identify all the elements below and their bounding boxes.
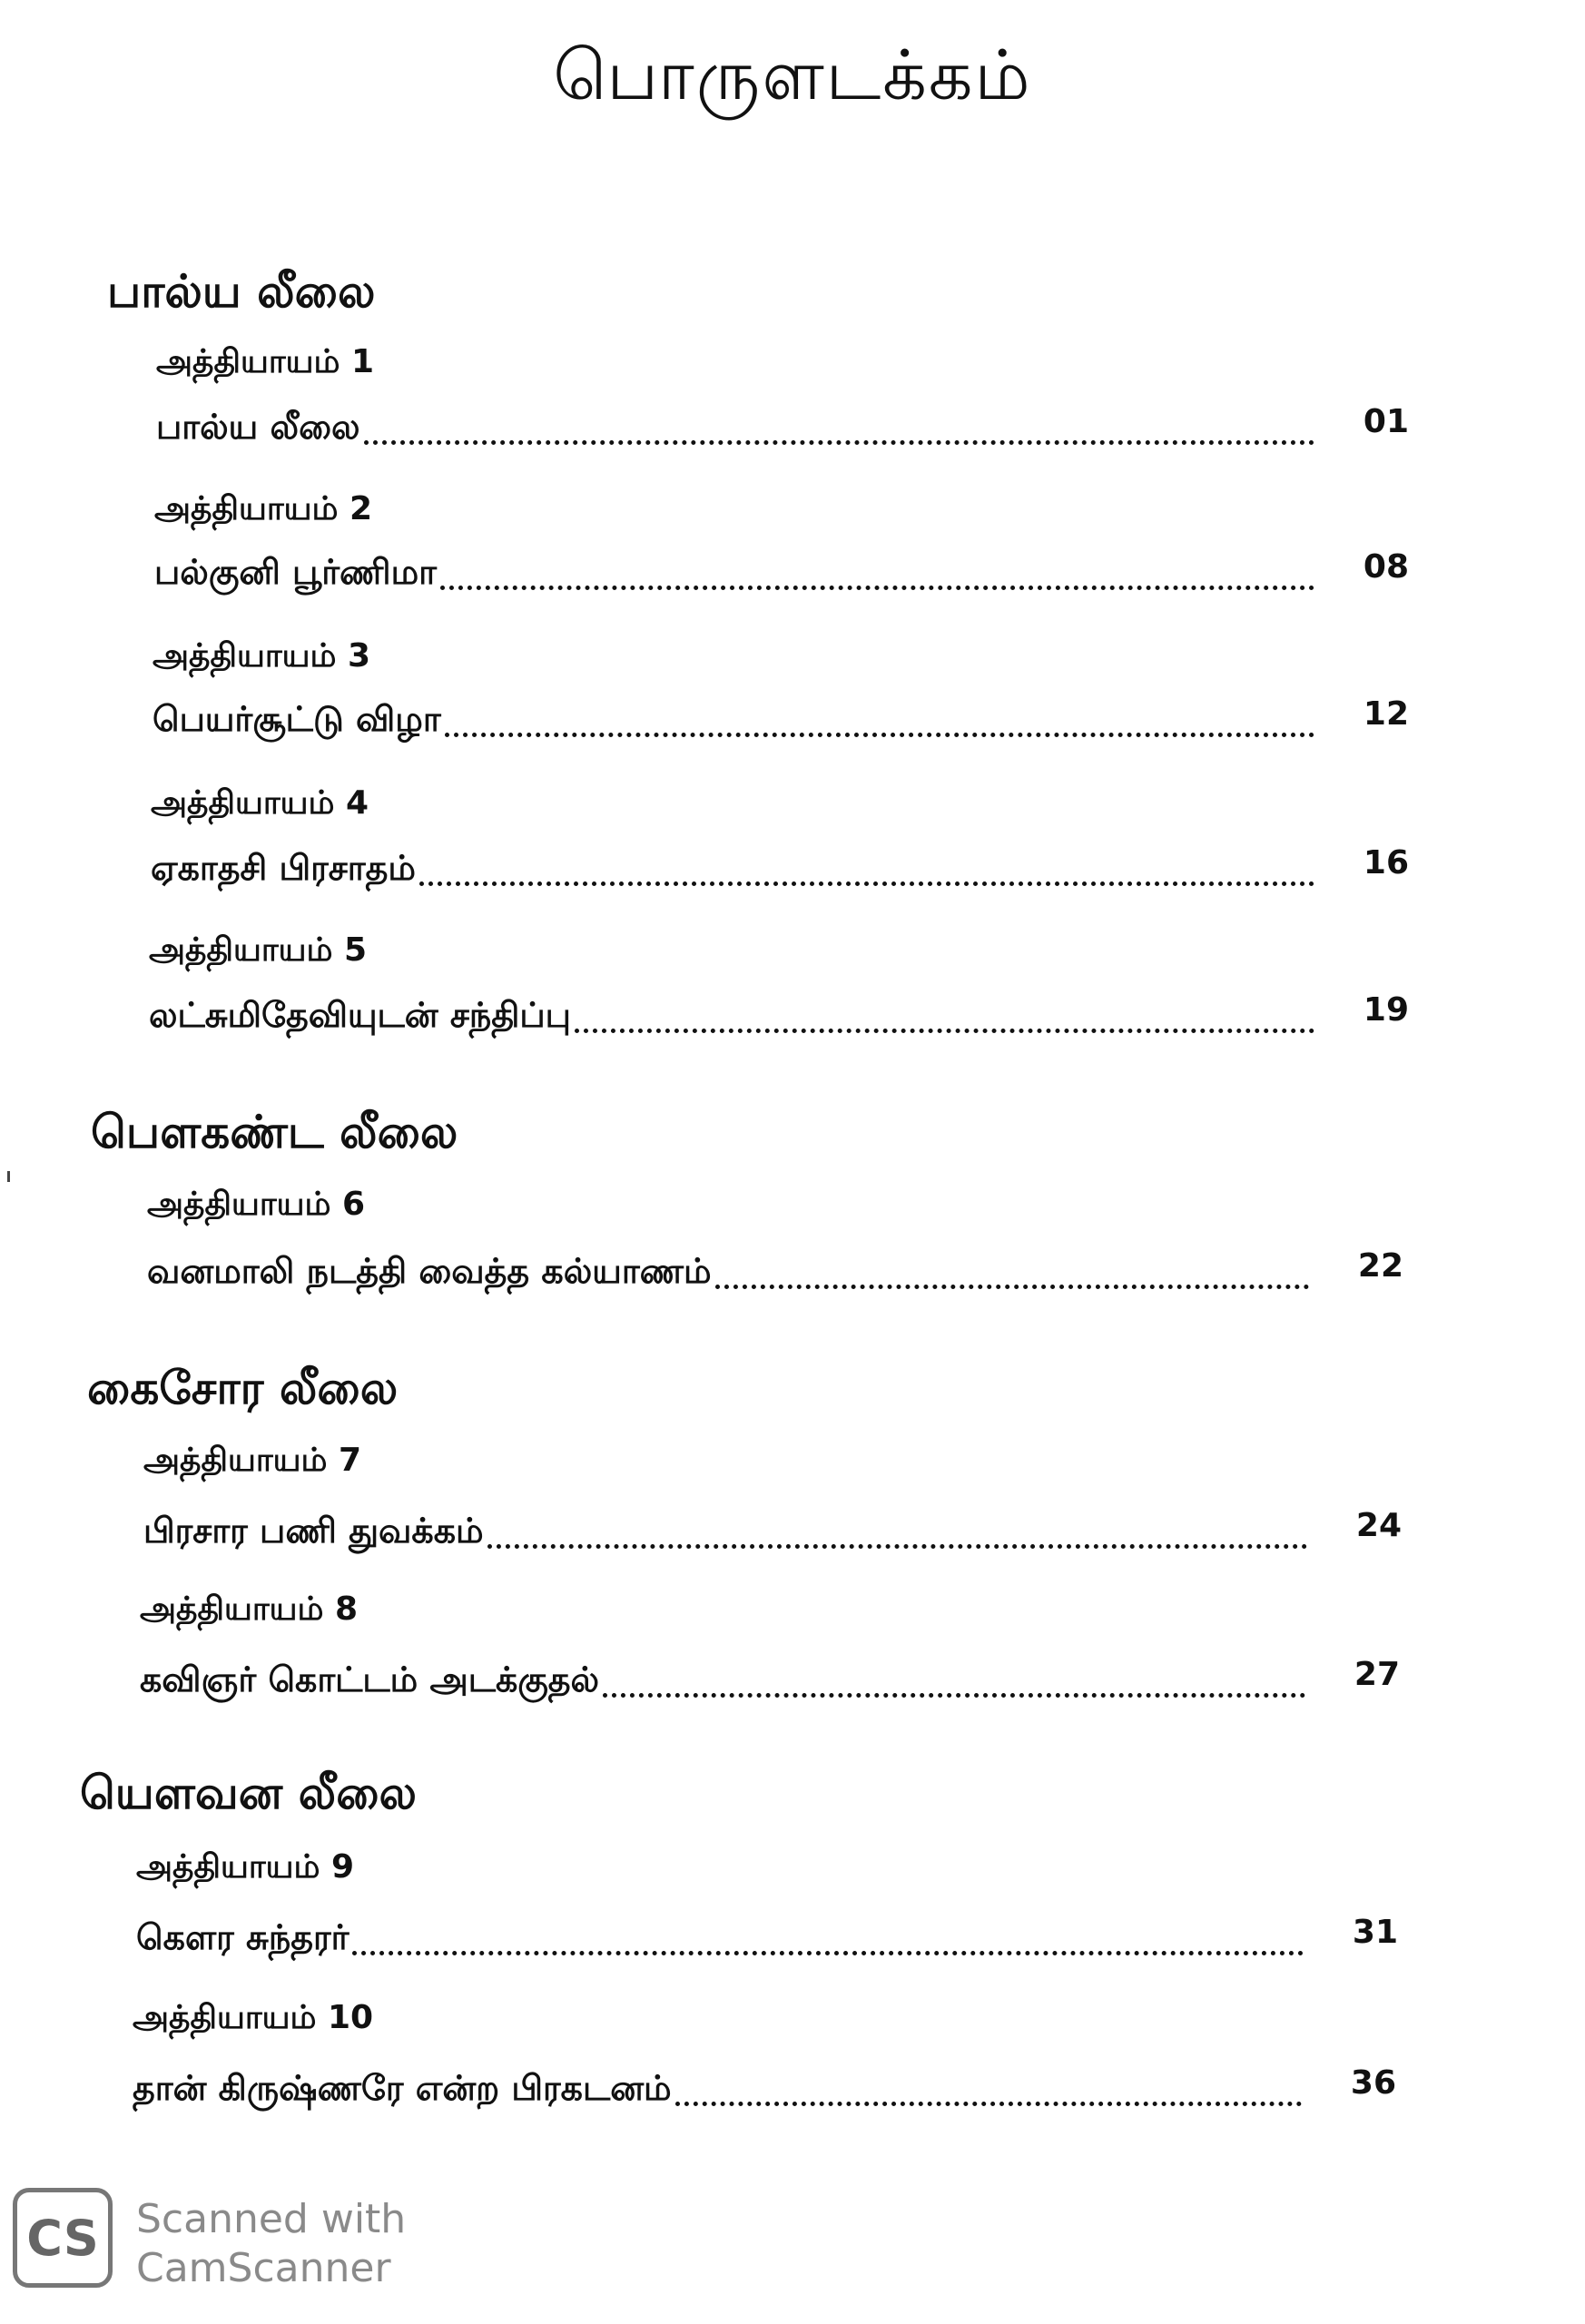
watermark-line-2: CamScanner [136, 2245, 391, 2291]
chapter-label-9: அத்தியாயம் 9 [136, 1848, 355, 1886]
page-number-6: 22 [1357, 1247, 1403, 1285]
dot-leader [575, 1028, 1314, 1033]
toc-entry-5[interactable] [149, 995, 1318, 1040]
toc-entry-6[interactable] [147, 1251, 1313, 1296]
camscanner-logo-icon: CS [13, 2188, 113, 2288]
page-number-8: 27 [1354, 1656, 1400, 1693]
page-number-1: 01 [1363, 403, 1409, 440]
page-title: பொருளடக்கம் [553, 34, 1032, 115]
chapter-title-5: லட்சுமிதேவியுடன் சந்திப்பு [149, 995, 571, 1035]
toc-entry-1[interactable] [156, 407, 1318, 452]
chapter-title-10: தான் கிருஷ்ணரே என்ற பிரகடனம் [133, 2068, 672, 2108]
chapter-title-2: பல்குனி பூர்ணிமா [154, 552, 437, 592]
section-heading-3: கைசோர லீலை [87, 1362, 399, 1414]
page-number-5: 19 [1363, 991, 1409, 1029]
chapter-title-4: ஏகாதசி பிரசாதம் [151, 848, 416, 888]
toc-entry-7[interactable] [143, 1511, 1311, 1556]
section-heading-2: பௌகண்ட லீலை [91, 1106, 458, 1158]
dot-leader [445, 732, 1314, 737]
toc-entry-4[interactable] [151, 848, 1318, 893]
page-number-2: 08 [1363, 548, 1409, 586]
dot-leader [440, 585, 1314, 590]
chapter-label-2: அத்தியாயம் 2 [154, 490, 373, 527]
chapter-label-1: அத்தியாயம் 1 [156, 343, 375, 380]
page-number-4: 16 [1363, 844, 1409, 881]
dot-leader [603, 1692, 1305, 1698]
page-number-9: 31 [1352, 1914, 1398, 1951]
chapter-title-6: வனமாலி நடத்தி வைத்த கல்யாணம் [147, 1251, 712, 1291]
scan-speck [7, 1171, 10, 1182]
dot-leader [715, 1284, 1309, 1289]
camscanner-watermark [136, 2195, 406, 2293]
chapter-label-6: அத்தியாயம் 6 [147, 1186, 366, 1223]
watermark-line-1: Scanned with [136, 2196, 407, 2242]
chapter-title-7: பிரசார பணி துவக்கம் [143, 1511, 484, 1551]
toc-entry-3[interactable] [153, 699, 1318, 744]
toc-entry-2[interactable] [154, 552, 1318, 597]
dot-leader [675, 2101, 1302, 2106]
chapter-title-1: பால்ய லீலை [156, 407, 360, 447]
chapter-title-3: பெயர்சூட்டு விழா [153, 699, 441, 739]
dot-leader [487, 1543, 1307, 1549]
chapter-label-4: அத்தியாயம் 4 [151, 784, 369, 822]
chapter-label-3: அத்தியாயம் 3 [153, 637, 371, 675]
page-number-10: 36 [1350, 2064, 1396, 2102]
section-heading-1: பால்ய லீலை [107, 265, 376, 318]
dot-leader [352, 1950, 1304, 1955]
dot-leader [419, 881, 1314, 886]
chapter-label-5: அத்தியாயம் 5 [149, 931, 368, 969]
page-number-7: 24 [1355, 1507, 1402, 1544]
toc-entry-9[interactable] [136, 1917, 1307, 1963]
toc-entry-8[interactable] [140, 1659, 1309, 1705]
chapter-label-10: அத்தியாயம் 10 [133, 1999, 374, 2036]
chapter-label-7: அத்தியாயம் 7 [143, 1442, 362, 1479]
section-heading-4: யௌவன லீலை [80, 1767, 418, 1819]
chapter-label-8: அத்தியாயம் 8 [140, 1590, 359, 1628]
chapter-title-8: கவிஞர் கொட்டம் அடக்குதல் [140, 1659, 600, 1699]
toc-entry-10[interactable] [133, 2068, 1305, 2113]
chapter-title-9: கௌர சுந்தரர் [136, 1917, 349, 1957]
page-number-3: 12 [1363, 695, 1409, 733]
dot-leader [364, 439, 1314, 445]
